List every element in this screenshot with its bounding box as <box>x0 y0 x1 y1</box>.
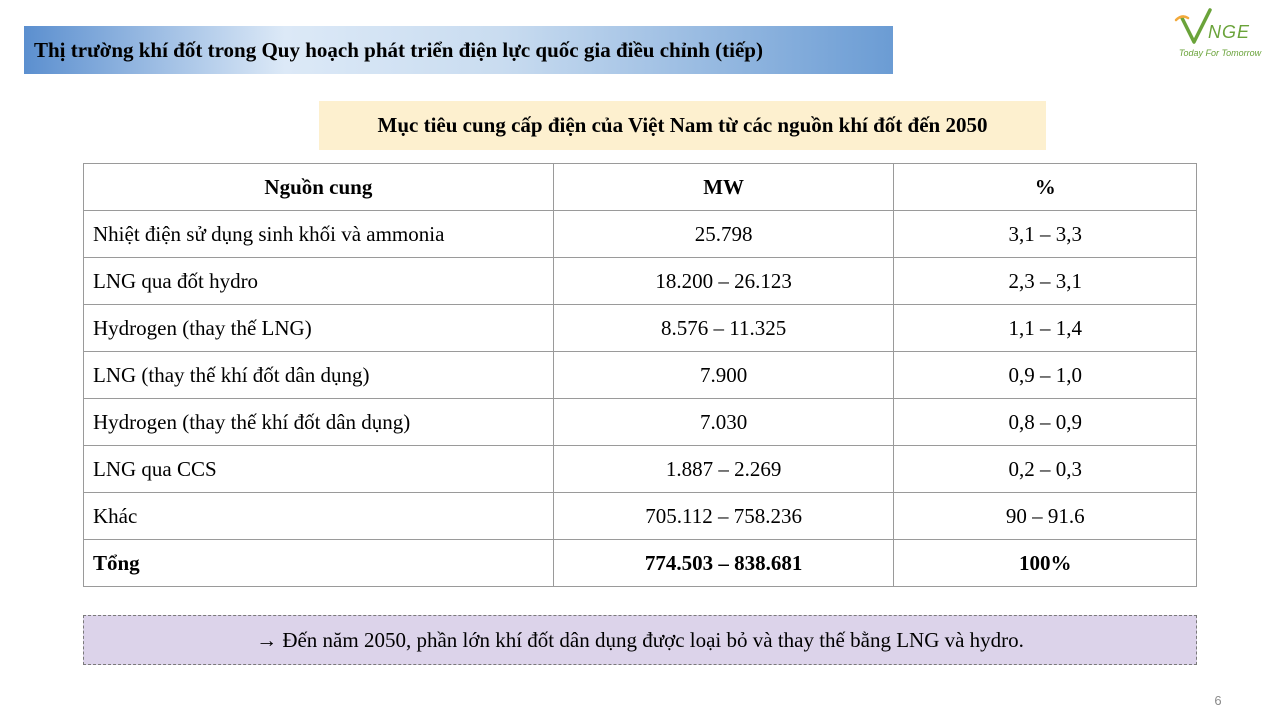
table-row <box>84 258 1197 305</box>
table-row <box>84 399 1197 446</box>
cell-percent: 2,3 – 3,1 <box>894 258 1197 305</box>
cell-source: Hydrogen (thay thế LNG) <box>84 305 554 352</box>
cell-percent-total: 100% <box>894 540 1197 587</box>
cell-percent: 0,8 – 0,9 <box>894 399 1197 446</box>
conclusion-note <box>83 615 1197 665</box>
cell-percent: 0,9 – 1,0 <box>894 352 1197 399</box>
table-row <box>84 211 1197 258</box>
header-source: Nguồn cung <box>84 164 554 211</box>
cell-source: LNG (thay thế khí đốt dân dụng) <box>84 352 554 399</box>
table-caption <box>319 101 1046 150</box>
cell-mw-total: 774.503 – 838.681 <box>553 540 894 587</box>
table-row <box>84 305 1197 352</box>
cell-source: Hydrogen (thay thế khí đốt dân dụng) <box>84 399 554 446</box>
table-header-row <box>84 164 1197 211</box>
conclusion-note-text: → Đến năm 2050, phần lớn khí đốt dân dụng được loại bỏ và thay thế bằng LNG và hydro. <box>256 627 1024 652</box>
table-row <box>84 493 1197 540</box>
header-percent: % <box>894 164 1197 211</box>
cell-source: LNG qua CCS <box>84 446 554 493</box>
page-title: Thị trường khí đốt trong Quy hoạch phát triển điện lực quốc gia điều chỉnh (tiếp) <box>34 37 763 62</box>
cell-source: LNG qua đốt hydro <box>84 258 554 305</box>
cell-percent: 1,1 – 1,4 <box>894 305 1197 352</box>
vnge-logo-mark-icon <box>1162 4 1278 48</box>
cell-percent: 3,1 – 3,3 <box>894 211 1197 258</box>
cell-source: Khác <box>84 493 554 540</box>
cell-mw: 7.030 <box>553 399 894 446</box>
supply-table <box>83 163 1197 587</box>
cell-mw: 1.887 – 2.269 <box>553 446 894 493</box>
svg-text:NGE: NGE <box>1208 22 1251 42</box>
header-bar <box>24 26 893 74</box>
cell-mw: 705.112 – 758.236 <box>553 493 894 540</box>
table-row <box>84 352 1197 399</box>
header-mw: MW <box>553 164 894 211</box>
page-number: 6 <box>1214 693 1222 708</box>
table-total-row <box>84 540 1197 587</box>
cell-mw: 18.200 – 26.123 <box>553 258 894 305</box>
cell-percent: 90 – 91.6 <box>894 493 1197 540</box>
table-row <box>84 446 1197 493</box>
cell-source-total: Tổng <box>84 540 554 587</box>
logo-tagline: Today For Tomorrow <box>1178 48 1262 58</box>
cell-source: Nhiệt điện sử dụng sinh khối và ammonia <box>84 211 554 258</box>
vnge-logo <box>1162 4 1278 64</box>
cell-percent: 0,2 – 0,3 <box>894 446 1197 493</box>
cell-mw: 7.900 <box>553 352 894 399</box>
cell-mw: 25.798 <box>553 211 894 258</box>
table-caption-text: Mục tiêu cung cấp điện của Việt Nam từ các nguồn khí đốt đến 2050 <box>377 113 988 137</box>
cell-mw: 8.576 – 11.325 <box>553 305 894 352</box>
